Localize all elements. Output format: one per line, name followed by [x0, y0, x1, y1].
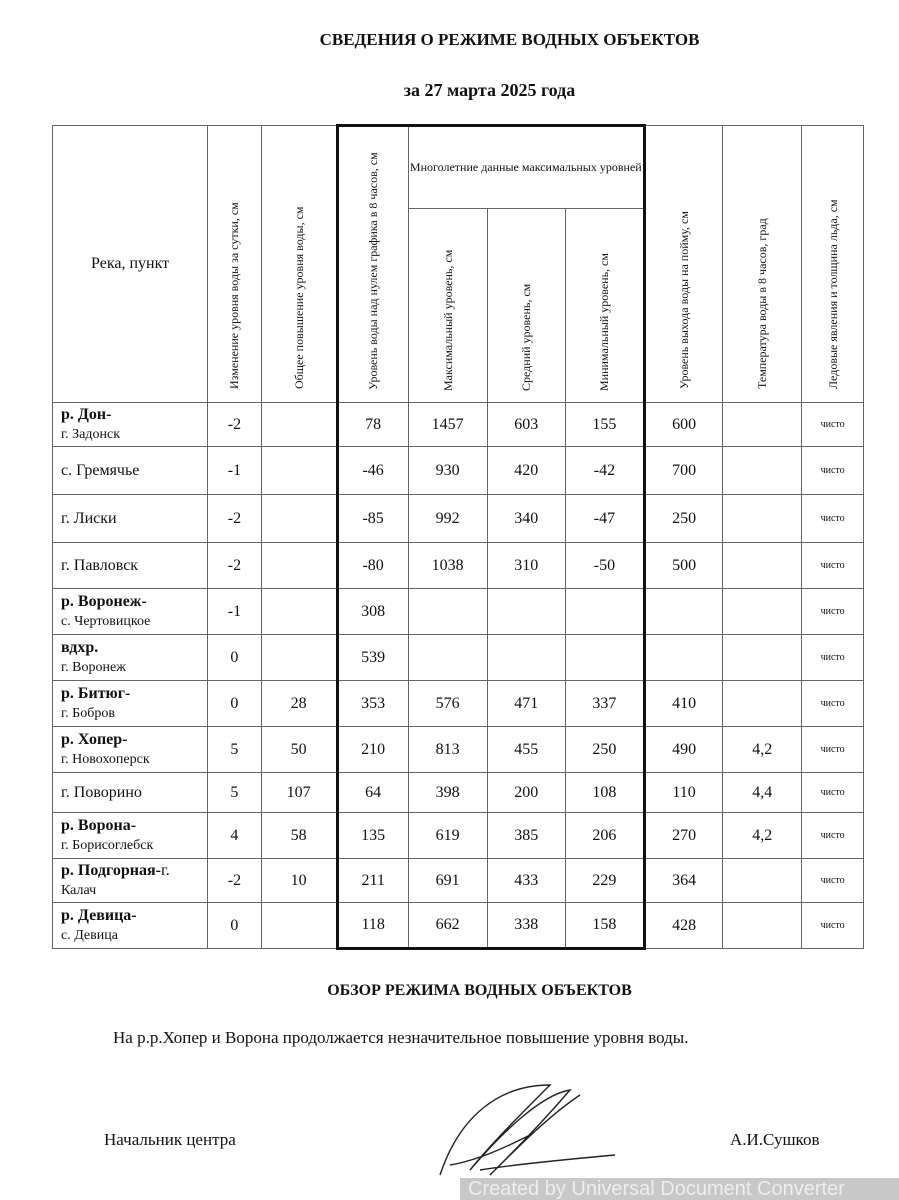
- cell-ice: чисто: [802, 727, 864, 773]
- cell-min: -47: [565, 495, 644, 543]
- point-name: г. Бобров: [61, 706, 115, 721]
- cell-max: 1457: [408, 403, 487, 447]
- cell-min: 155: [565, 403, 644, 447]
- header-floodplain: Уровень выхода воды на пойму, см: [645, 126, 723, 403]
- cell-change: 0: [208, 635, 261, 681]
- cell-river-point: [53, 635, 208, 681]
- header-max-level: Максимальный уровень, см: [408, 209, 487, 403]
- cell-avg: 385: [487, 813, 565, 859]
- cell-ice: чисто: [802, 589, 864, 635]
- cell-flood: 250: [645, 495, 723, 543]
- cell-river-point: [53, 447, 208, 495]
- cell-avg: [487, 635, 565, 681]
- table-row: [53, 727, 864, 773]
- cell-temp: [723, 859, 802, 903]
- cell-rise: [261, 447, 337, 495]
- point-name: с. Чертовицкое: [61, 614, 151, 629]
- table-row: [53, 773, 864, 813]
- cell-river-point: [53, 727, 208, 773]
- cell-min: [565, 635, 644, 681]
- chief-label: Начальник центра: [104, 1130, 236, 1149]
- cell-change: 4: [208, 813, 261, 859]
- cell-rise: 107: [261, 773, 337, 813]
- cell-ice: чисто: [802, 859, 864, 903]
- river-suffix: г.: [160, 862, 170, 879]
- cell-min: [565, 589, 644, 635]
- cell-change: 5: [208, 773, 261, 813]
- cell-change: -2: [208, 403, 261, 447]
- cell-avg: 420: [487, 447, 565, 495]
- cell-level: 135: [337, 813, 408, 859]
- cell-min: 158: [565, 903, 644, 949]
- cell-change: 5: [208, 727, 261, 773]
- cell-river-point: [53, 543, 208, 589]
- cell-level: 353: [337, 681, 408, 727]
- cell-change: -2: [208, 495, 261, 543]
- cell-min: -50: [565, 543, 644, 589]
- watermark: Created by Universal Document Converter: [460, 1178, 899, 1200]
- header-avg-level: Средний уровень, см: [487, 209, 565, 403]
- cell-rise: [261, 403, 337, 447]
- cell-max: 576: [408, 681, 487, 727]
- table-row: [53, 859, 864, 903]
- cell-max: 691: [408, 859, 487, 903]
- cell-ice: чисто: [802, 635, 864, 681]
- point-name: г. Воронеж: [61, 660, 126, 675]
- cell-change: -2: [208, 859, 261, 903]
- water-regime-table: [52, 124, 864, 950]
- cell-change: -2: [208, 543, 261, 589]
- cell-flood: 270: [645, 813, 723, 859]
- point-name: г. Поворино: [61, 784, 142, 801]
- cell-temp: [723, 589, 802, 635]
- cell-level: 211: [337, 859, 408, 903]
- cell-temp: 4,2: [723, 727, 802, 773]
- table-row: [53, 635, 864, 681]
- header-water-temp: Температура воды в 8 часов, град: [723, 126, 802, 403]
- table-row: [53, 813, 864, 859]
- signature: [420, 1075, 620, 1185]
- overview-title: ОБЗОР РЕЖИМА ВОДНЫХ ОБЪЕКТОВ: [327, 982, 632, 999]
- cell-min: -42: [565, 447, 644, 495]
- point-name: г. Борисоглебск: [61, 838, 154, 853]
- cell-ice: чисто: [802, 495, 864, 543]
- cell-temp: [723, 681, 802, 727]
- river-name: р. Девица-: [61, 907, 137, 924]
- table-row: [53, 403, 864, 447]
- cell-change: -1: [208, 589, 261, 635]
- cell-river-point: [53, 813, 208, 859]
- cell-temp: 4,2: [723, 813, 802, 859]
- cell-river-point: [53, 495, 208, 543]
- cell-rise: 50: [261, 727, 337, 773]
- table-row: [53, 447, 864, 495]
- cell-change: -1: [208, 447, 261, 495]
- point-name: г. Павловск: [61, 557, 139, 574]
- cell-temp: [723, 903, 802, 949]
- cell-avg: 603: [487, 403, 565, 447]
- cell-max: 662: [408, 903, 487, 949]
- cell-flood: 428: [645, 903, 723, 949]
- cell-rise: [261, 635, 337, 681]
- cell-ice: чисто: [802, 813, 864, 859]
- cell-temp: [723, 447, 802, 495]
- header-min-level: Минимальный уровень, см: [565, 209, 644, 403]
- cell-change: 0: [208, 681, 261, 727]
- cell-river-point: [53, 681, 208, 727]
- cell-river-point: [53, 589, 208, 635]
- table-row: [53, 903, 864, 949]
- cell-avg: 471: [487, 681, 565, 727]
- header-level-8h: Уровень воды над нулем графика в 8 часов, см: [337, 126, 408, 403]
- table-row: [53, 681, 864, 727]
- river-name: р. Воронеж-: [61, 593, 147, 610]
- point-name: Калач: [61, 883, 97, 898]
- document-date: за 27 марта 2025 года: [403, 80, 576, 100]
- table-row: [53, 495, 864, 543]
- cell-avg: 455: [487, 727, 565, 773]
- cell-min: 250: [565, 727, 644, 773]
- cell-max: 930: [408, 447, 487, 495]
- cell-flood: 490: [645, 727, 723, 773]
- header-river-point: Река, пункт: [53, 126, 208, 403]
- cell-rise: [261, 903, 337, 949]
- cell-temp: [723, 495, 802, 543]
- cell-avg: 433: [487, 859, 565, 903]
- cell-rise: 28: [261, 681, 337, 727]
- cell-ice: чисто: [802, 903, 864, 949]
- cell-max: 398: [408, 773, 487, 813]
- river-name: р. Подгорная-: [61, 862, 161, 879]
- cell-avg: 340: [487, 495, 565, 543]
- cell-river-point: [53, 403, 208, 447]
- cell-temp: [723, 635, 802, 681]
- cell-river-point: [53, 773, 208, 813]
- cell-ice: чисто: [802, 773, 864, 813]
- header-daily-change: Изменение уровня воды за сутки, см: [208, 126, 261, 403]
- cell-ice: чисто: [802, 681, 864, 727]
- cell-max: 813: [408, 727, 487, 773]
- cell-flood: [645, 635, 723, 681]
- cell-min: 229: [565, 859, 644, 903]
- cell-ice: чисто: [802, 543, 864, 589]
- cell-temp: 4,4: [723, 773, 802, 813]
- cell-rise: 10: [261, 859, 337, 903]
- cell-level: -85: [337, 495, 408, 543]
- cell-rise: [261, 543, 337, 589]
- cell-level: 78: [337, 403, 408, 447]
- cell-flood: 110: [645, 773, 723, 813]
- point-name: с. Гремячье: [61, 462, 140, 479]
- cell-ice: чисто: [802, 447, 864, 495]
- cell-change: 0: [208, 903, 261, 949]
- cell-max: 1038: [408, 543, 487, 589]
- cell-rise: [261, 589, 337, 635]
- document-title: СВЕДЕНИЯ О РЕЖИМЕ ВОДНЫХ ОБЪЕКТОВ: [319, 30, 700, 49]
- overview-text: На р.р.Хопер и Ворона продолжается незначительное повышение уровня воды.: [113, 1028, 689, 1047]
- header-multiyear: Многолетние данные максимальных уровней: [408, 126, 644, 209]
- river-name: р. Дон-: [61, 406, 112, 423]
- point-name: г. Лиски: [61, 510, 117, 527]
- cell-flood: 600: [645, 403, 723, 447]
- cell-min: 108: [565, 773, 644, 813]
- river-name: р. Ворона-: [61, 817, 137, 834]
- header-ice: Ледовые явления и толщина льда, см: [802, 126, 864, 403]
- cell-flood: 364: [645, 859, 723, 903]
- cell-river-point: [53, 903, 208, 949]
- header-total-rise: Общее повышение уровня воды, см: [261, 126, 337, 403]
- river-name: вдхр.: [61, 639, 99, 656]
- river-name: р. Битюг-: [61, 685, 131, 702]
- cell-avg: [487, 589, 565, 635]
- cell-avg: 310: [487, 543, 565, 589]
- cell-level: 539: [337, 635, 408, 681]
- cell-level: 210: [337, 727, 408, 773]
- cell-max: 619: [408, 813, 487, 859]
- cell-flood: 500: [645, 543, 723, 589]
- cell-min: 206: [565, 813, 644, 859]
- cell-river-point: [53, 859, 208, 903]
- river-name: р. Хопер-: [61, 731, 128, 748]
- cell-rise: [261, 495, 337, 543]
- cell-flood: [645, 589, 723, 635]
- cell-temp: [723, 543, 802, 589]
- cell-level: -46: [337, 447, 408, 495]
- cell-level: 64: [337, 773, 408, 813]
- cell-min: 337: [565, 681, 644, 727]
- point-name: с. Девица: [61, 928, 118, 943]
- cell-ice: чисто: [802, 403, 864, 447]
- cell-max: [408, 589, 487, 635]
- table-row: [53, 543, 864, 589]
- cell-flood: 410: [645, 681, 723, 727]
- cell-level: 308: [337, 589, 408, 635]
- cell-level: -80: [337, 543, 408, 589]
- cell-avg: 200: [487, 773, 565, 813]
- signer-name: А.И.Сушков: [730, 1130, 820, 1149]
- point-name: г. Новохоперск: [61, 752, 150, 767]
- cell-flood: 700: [645, 447, 723, 495]
- cell-level: 118: [337, 903, 408, 949]
- cell-avg: 338: [487, 903, 565, 949]
- table-row: [53, 589, 864, 635]
- point-name: г. Задонск: [61, 427, 121, 442]
- cell-max: 992: [408, 495, 487, 543]
- cell-max: [408, 635, 487, 681]
- cell-rise: 58: [261, 813, 337, 859]
- cell-temp: [723, 403, 802, 447]
